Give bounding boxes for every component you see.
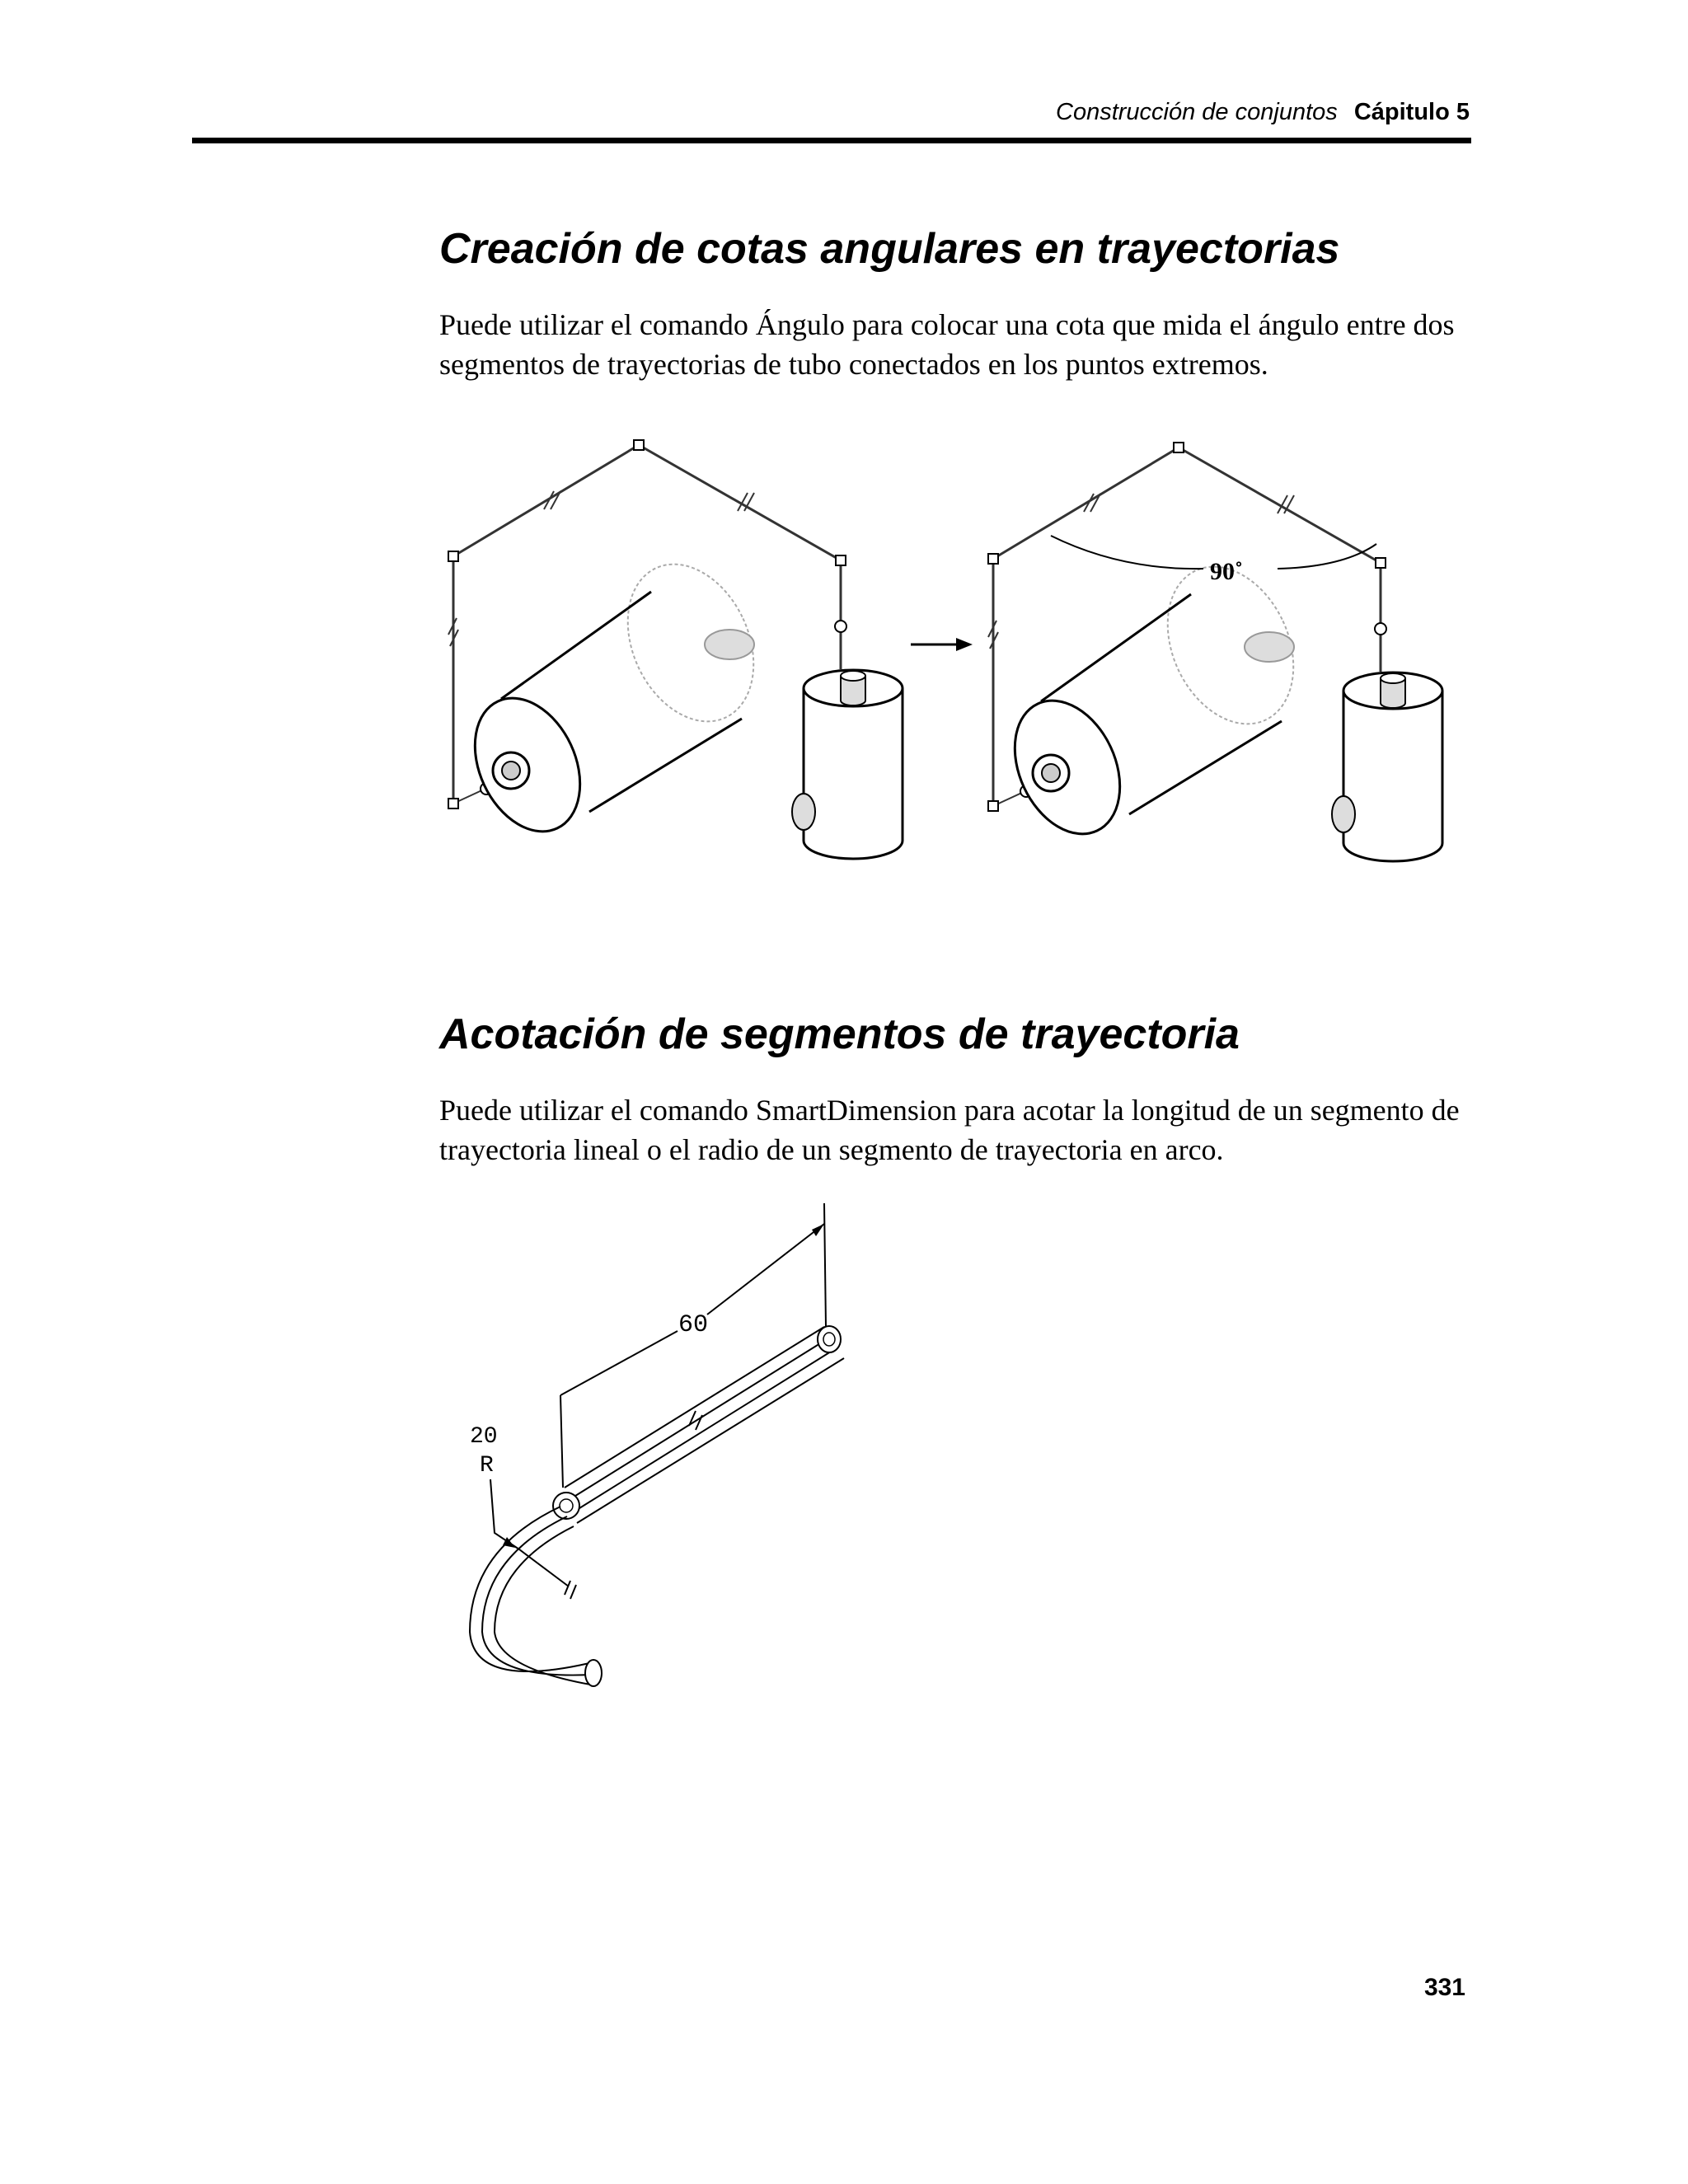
section-body-angular-dimensions: Puede utilizar el comando Ángulo para colocar una cota que mida el ángulo entre dos segmentos de trayectorias de tubo conectados en los puntos extremos. — [439, 308, 1455, 381]
figure-angular-dimension — [429, 429, 1459, 898]
page-number: 331 — [1423, 1974, 1465, 2001]
chapter-label: Cápitulo 5 — [1353, 99, 1470, 125]
assembly-view-before — [448, 440, 903, 859]
chapter-title: Construcción de conjuntos — [1056, 99, 1338, 125]
length-dimension-label: 60 — [678, 1311, 709, 1339]
section-heading-path-dimensions: Acotación de segmentos de trayectoria — [439, 1010, 1240, 1058]
figure-path-segment-dimension — [445, 1203, 857, 1731]
transition-arrow — [911, 638, 973, 651]
running-head — [1056, 99, 1470, 126]
section-heading-angular-dimensions: Creación de cotas angulares en trayectorias — [439, 225, 1340, 273]
radius-dimension-value: 20 — [470, 1424, 498, 1450]
section-body-path-dimensions: Puede utilizar el comando SmartDimension para acotar la longitud de un segmento de trayectoria lineal o el radio de un segmento de trayectoria en arco. — [439, 1094, 1460, 1166]
header-rule — [192, 138, 1471, 143]
assembly-view-after — [988, 443, 1442, 861]
angle-dimension-label: 90˚ — [1210, 558, 1243, 585]
radius-dimension-symbol: R — [480, 1453, 494, 1479]
